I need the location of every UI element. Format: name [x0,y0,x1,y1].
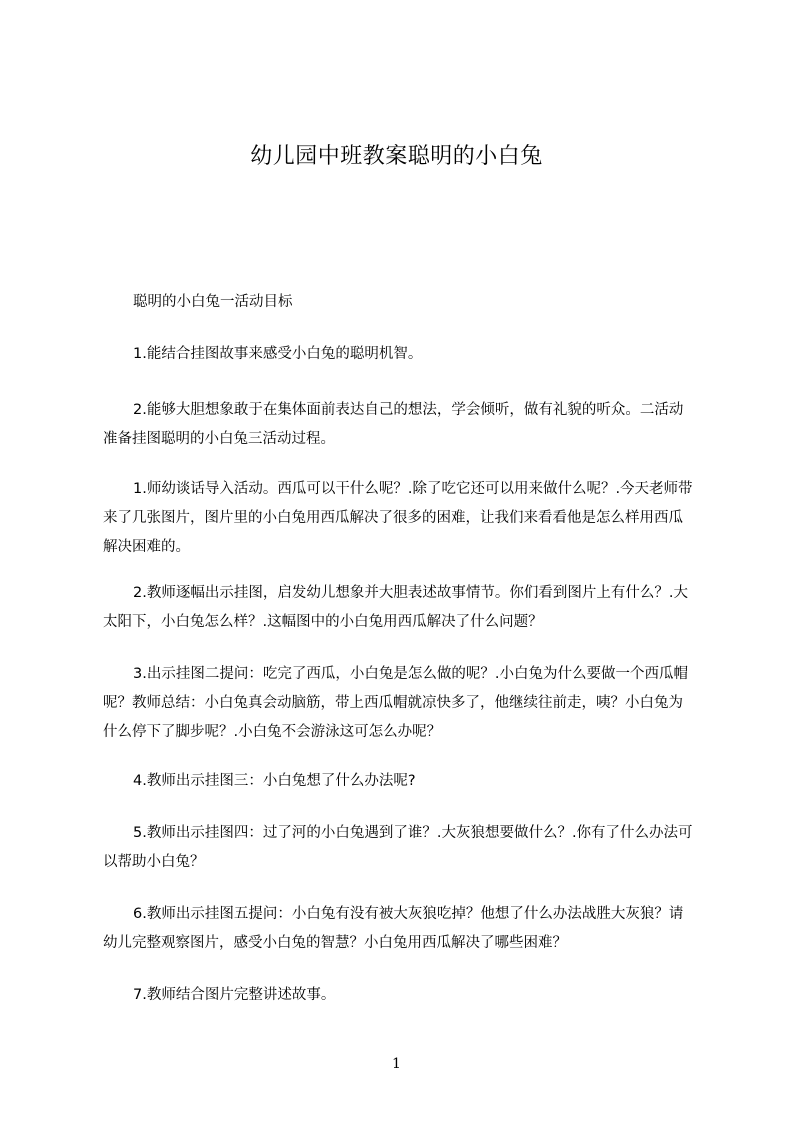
document-title: 幼儿园中班教案聪明的小白兔 [250,144,543,169]
paragraph-step-3: 3.出示挂图二提问：吃完了西瓜，小白兔是怎么做的呢？.小白兔为什么要做一个西瓜帽呢？教师总结：小白兔真会动脑筋，带上西瓜帽就凉快多了，他继续往前走，咦？小白兔为什么停下了脚步呢？.小白兔不会游泳这可怎么办呢？ [103,666,688,740]
paragraph-step-7: 7.教师结合图片完整讲述故事。 [133,987,336,1003]
paragraph-goal-2: 2.能够大胆想象敢于在集体面前表达自己的想法，学会倾听，做有礼貌的听众。二活动准备挂图聪明的小白兔三活动过程。 [103,402,684,447]
paragraph-step-1: 1.师幼谈话导入活动。西瓜可以干什么呢？.除了吃它还可以用来做什么呢？.今天老师带来了几张图片，图片里的小白兔用西瓜解决了很多的困难，让我们来看看他是怎么样用西瓜解决困难的。 [103,481,693,555]
paragraph-goal-1: 1.能结合挂图故事来感受小白兔的聪明机智。 [133,346,423,362]
page-number: 1 [392,1056,401,1072]
paragraph-step-4: 4.教师出示挂图三：小白兔想了什么办法呢? [133,773,416,789]
paragraph-section-heading: 聪明的小白兔一活动目标 [133,294,293,310]
paragraph-step-2: 2.教师逐幅出示挂图，启发幼儿想象并大胆表述故事情节。你们看到图片上有什么？.大太阳下，小白兔怎么样？.这幅图中的小白兔用西瓜解决了什么问题？ [103,585,688,630]
paragraph-step-5: 5.教师出示挂图四：过了河的小白兔遇到了谁？.大灰狼想要做什么？.你有了什么办法可以帮助小白兔？ [103,825,693,870]
paragraph-step-6: 6.教师出示挂图五提问：小白兔有没有被大灰狼吃掉？他想了什么办法战胜大灰狼？请幼儿完整观察图片，感受小白兔的智慧？小白兔用西瓜解决了哪些困难？ [103,906,684,951]
